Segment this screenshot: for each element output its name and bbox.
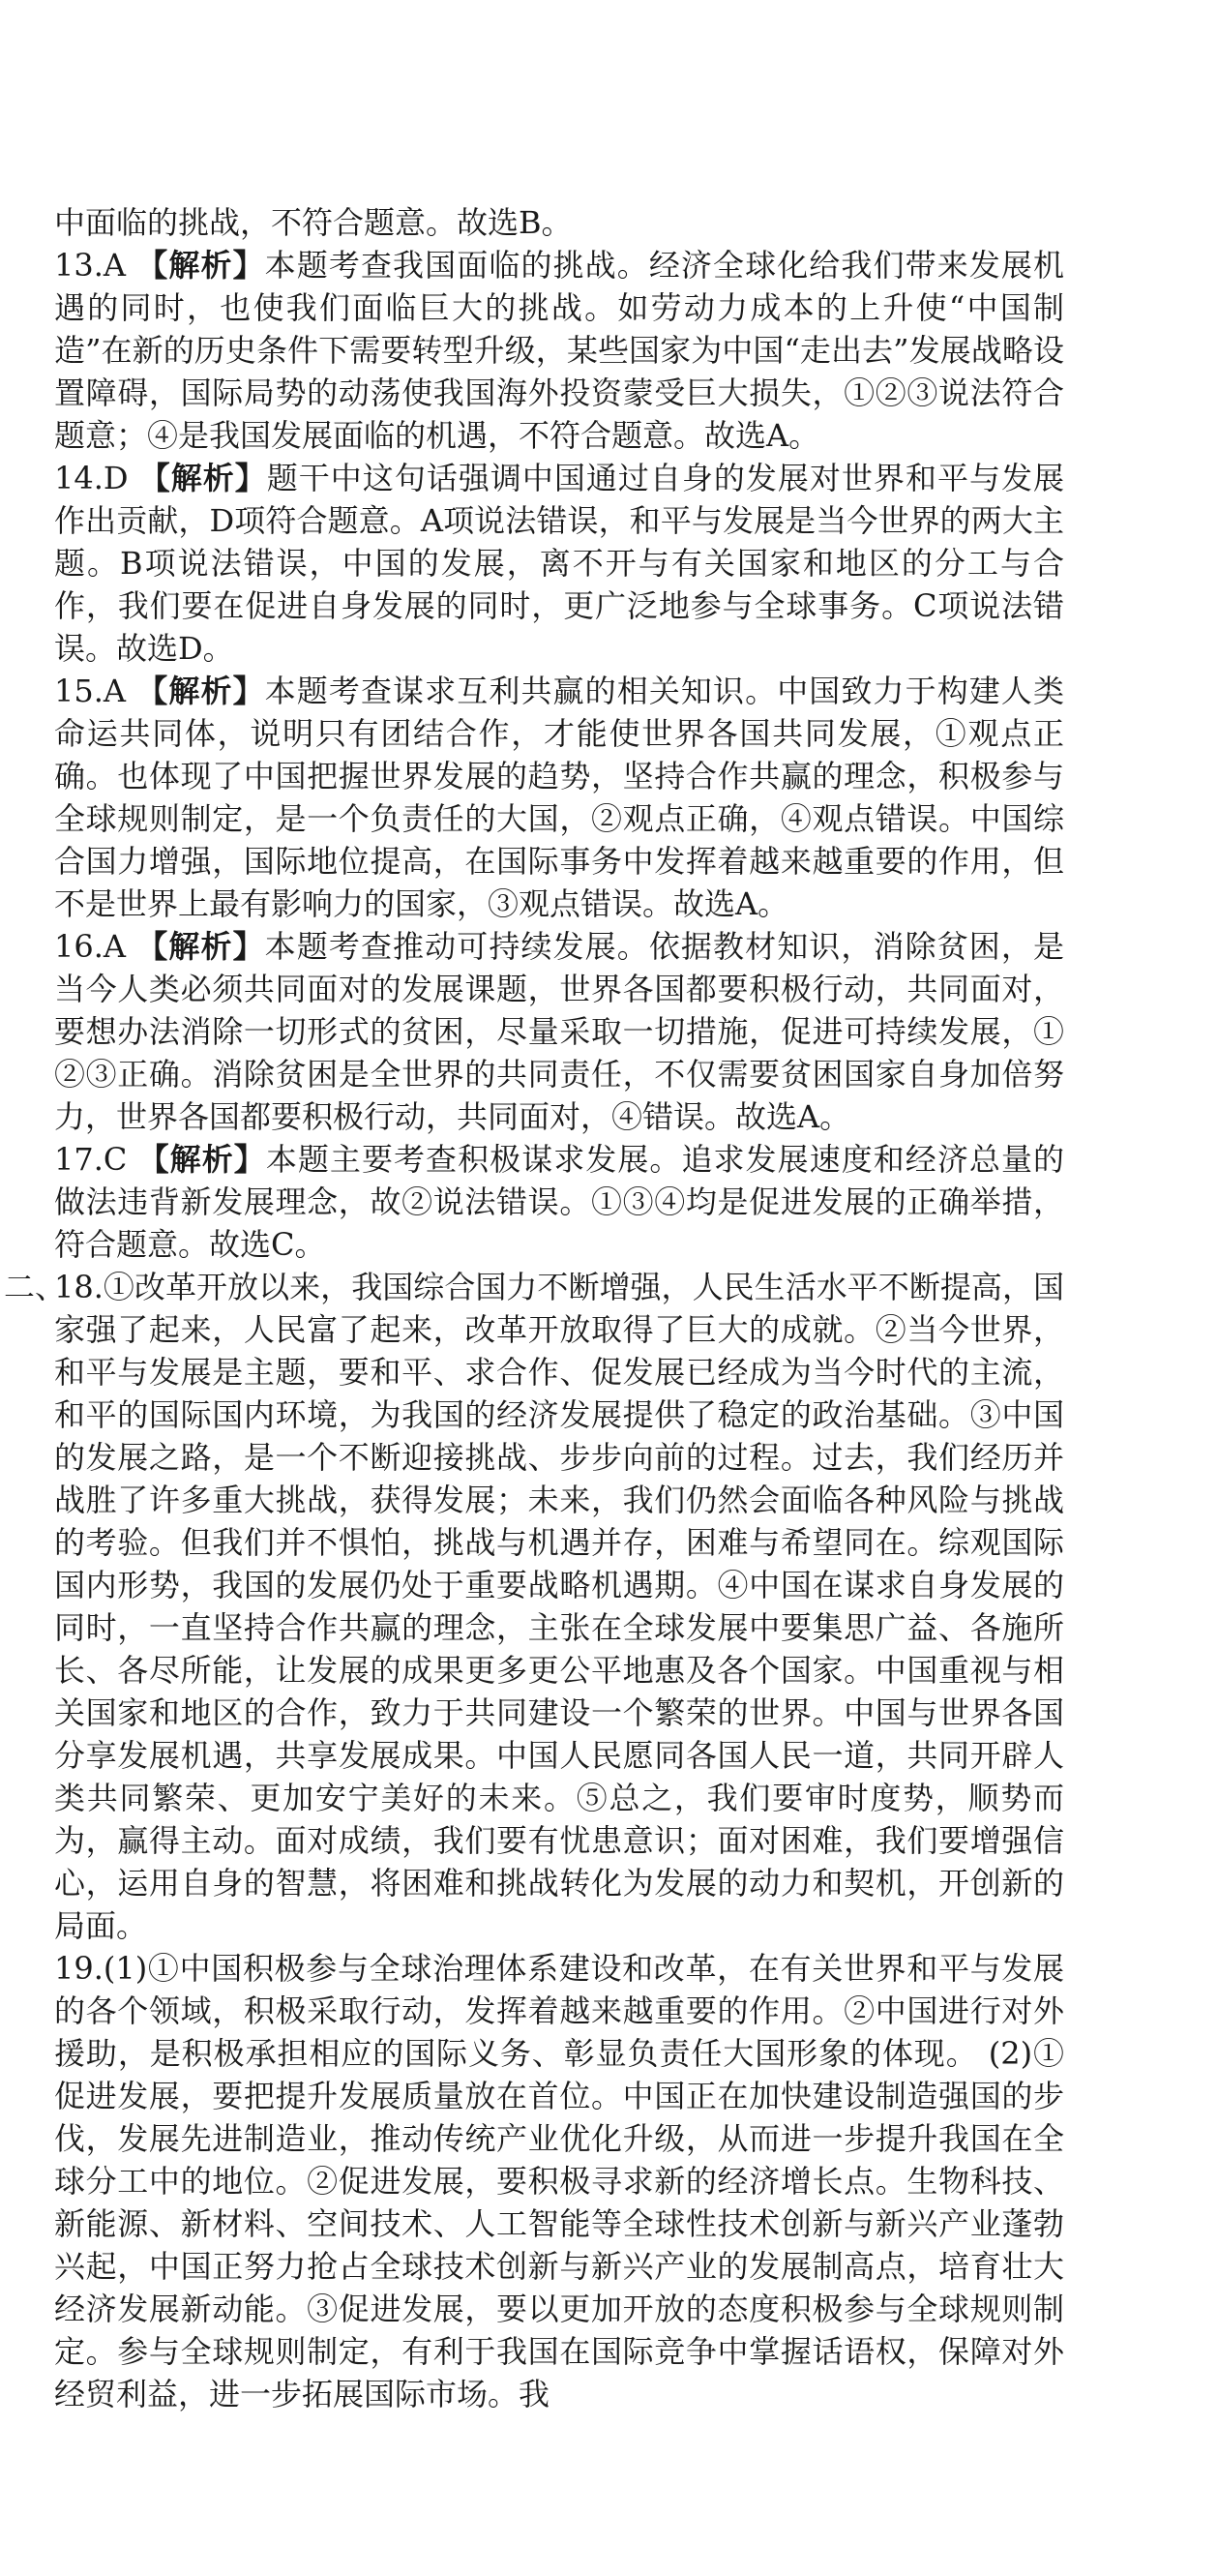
analysis-text: 本题考查推动可持续发展。依据教材知识，消除贫困，是当今人类必须共同面对的发展课题，世界各国都要积极行动，共同面对，要想办法消除一切形式的贫困，尽量采取一切措施，促进可持续发展，①②③正确。消除贫困是全世界的共同责任，不仅需要贫困国家自身加倍努力，世界各国都要积极行动，共同面对，④错误。故选A。 bbox=[54, 928, 1064, 1135]
answer-18-text: 18.①改革开放以来，我国综合国力不断增强，人民生活水平不断提高，国家强了起来，人民富了起来，改革开放取得了巨大的成就。②当今世界，和平与发展是主题，要和平、求合作、促发展已经成为当今时代的主流，和平的国际国内环境，为我国的经济发展提供了稳定的政治基础。③中国的发展之路，是一个不断迎接挑战、步步向前的过程。过去，我们经历并战胜了许多重大挑战，获得发展；未来，我们仍然会面临各种风险与挑战的考验。但我们并不惧怕，挑战与机遇并存，困难与希望同在。综观国际国内形势，我国的发展仍处于重要战略机遇期。④中国在谋求自身发展的同时，一直坚持合作共赢的理念，主张在全球发展中要集思广益、各施所长、各尽所能，让发展的成果更多更公平地惠及各个国家。中国重视与相关国家和地区的合作，致力于共同建设一个繁荣的世界。中国与世界各国分享发展机遇，共享发展成果。中国人民愿同各国人民一道，共同开辟人类共同繁荣、更加安宁美好的未来。⑤总之，我们要审时度势，顺势而为，赢得主动。面对成绩，我们要有忧患意识；面对困难，我们要增强信心，运用自身的智慧，将困难和挑战转化为发展的动力和契机，开创新的局面。 bbox=[54, 1269, 1064, 1944]
analysis-text: 本题主要考查积极谋求发展。追求发展速度和经济总量的做法违背新发展理念，故②说法错误。①③④均是促进发展的正确举措，符合题意。故选C。 bbox=[54, 1141, 1064, 1263]
continued-answer: 中面临的挑战，不符合题意。故选B。 bbox=[54, 204, 573, 241]
answer-13 bbox=[54, 244, 1064, 457]
analysis-tag: 【解析】 bbox=[136, 928, 265, 965]
answer-page bbox=[4, 201, 1064, 2415]
analysis-tag: 【解析】 bbox=[137, 1141, 266, 1178]
answer-16 bbox=[54, 925, 1064, 1138]
section-marker: 二、 bbox=[4, 1269, 67, 1305]
answer-17 bbox=[54, 1138, 1064, 1266]
analysis-text: 题干中这句话强调中国通过自身的发展对世界和平与发展作出贡献，D项符合题意。A项说法错误，和平与发展是当今世界的两大主题。B项说法错误，中国的发展，离不开与有关国家和地区的分工与合作，我们要在促进自身发展的同时，更广泛地参与全球事务。C项说法错误。故选D。 bbox=[54, 460, 1064, 667]
analysis-tag: 【解析】 bbox=[136, 247, 265, 284]
question-number: 14.D bbox=[54, 460, 129, 496]
analysis-tag: 【解析】 bbox=[138, 460, 267, 496]
analysis-text: 本题考查我国面临的挑战。经济全球化给我们带来发展机遇的同时，也使我们面临巨大的挑战。如劳动力成本的上升使“中国制造”在新的历史条件下需要转型升级，某些国家为中国“走出去”发展战略设置障碍，国际局势的动荡使我国海外投资蒙受巨大损失，①②③说法符合题意；④是我国发展面临的机遇，不符合题意。故选A。 bbox=[54, 247, 1064, 454]
answer-18 bbox=[4, 1266, 1064, 1947]
answer-19 bbox=[54, 1947, 1064, 2415]
analysis-text: 本题考查谋求互利共赢的相关知识。中国致力于构建人类命运共同体，说明只有团结合作，才能使世界各国共同发展，①观点正确。也体现了中国把握世界发展的趋势，坚持合作共赢的理念，积极参与全球规则制定，是一个负责任的大国，②观点正确，④观点错误。中国综合国力增强，国际地位提高，在国际事务中发挥着越来越重要的作用，但不是世界上最有影响力的国家，③观点错误。故选A。 bbox=[54, 673, 1064, 922]
answer-14 bbox=[54, 457, 1064, 670]
answer-15 bbox=[54, 670, 1064, 925]
question-number: 16.A bbox=[54, 928, 126, 965]
analysis-tag: 【解析】 bbox=[136, 673, 265, 709]
question-number: 13.A bbox=[54, 247, 126, 284]
question-number: 17.C bbox=[54, 1141, 128, 1178]
answer-19-text: 19.(1)①中国积极参与全球治理体系建设和改革，在有关世界和平与发展的各个领域，积极采取行动，发挥着越来越重要的作用。②中国进行对外援助，是积极承担相应的国际义务、彰显负责任大国形象的体现。 (2)①促进发展，要把提升发展质量放在首位。中国正在加快建设制造强国的步伐，发展先进制造业，推动传统产业优化升级，从而进一步提升我国在全球分工中的地位。②促进发展，要积极寻求新的经济增长点。生物科技、新能源、新材料、空间技术、人工智能等全球性技术创新与新兴产业蓬勃兴起，中国正努力抢占全球技术创新与新兴产业的发展制高点，培育壮大经济发展新动能。③促进发展，要以更加开放的态度积极参与全球规则制定。参与全球规则制定，有利于我国在国际竞争中掌握话语权，保障对外经贸利益，进一步拓展国际市场。我 bbox=[54, 1950, 1064, 2412]
question-number: 15.A bbox=[54, 673, 126, 709]
